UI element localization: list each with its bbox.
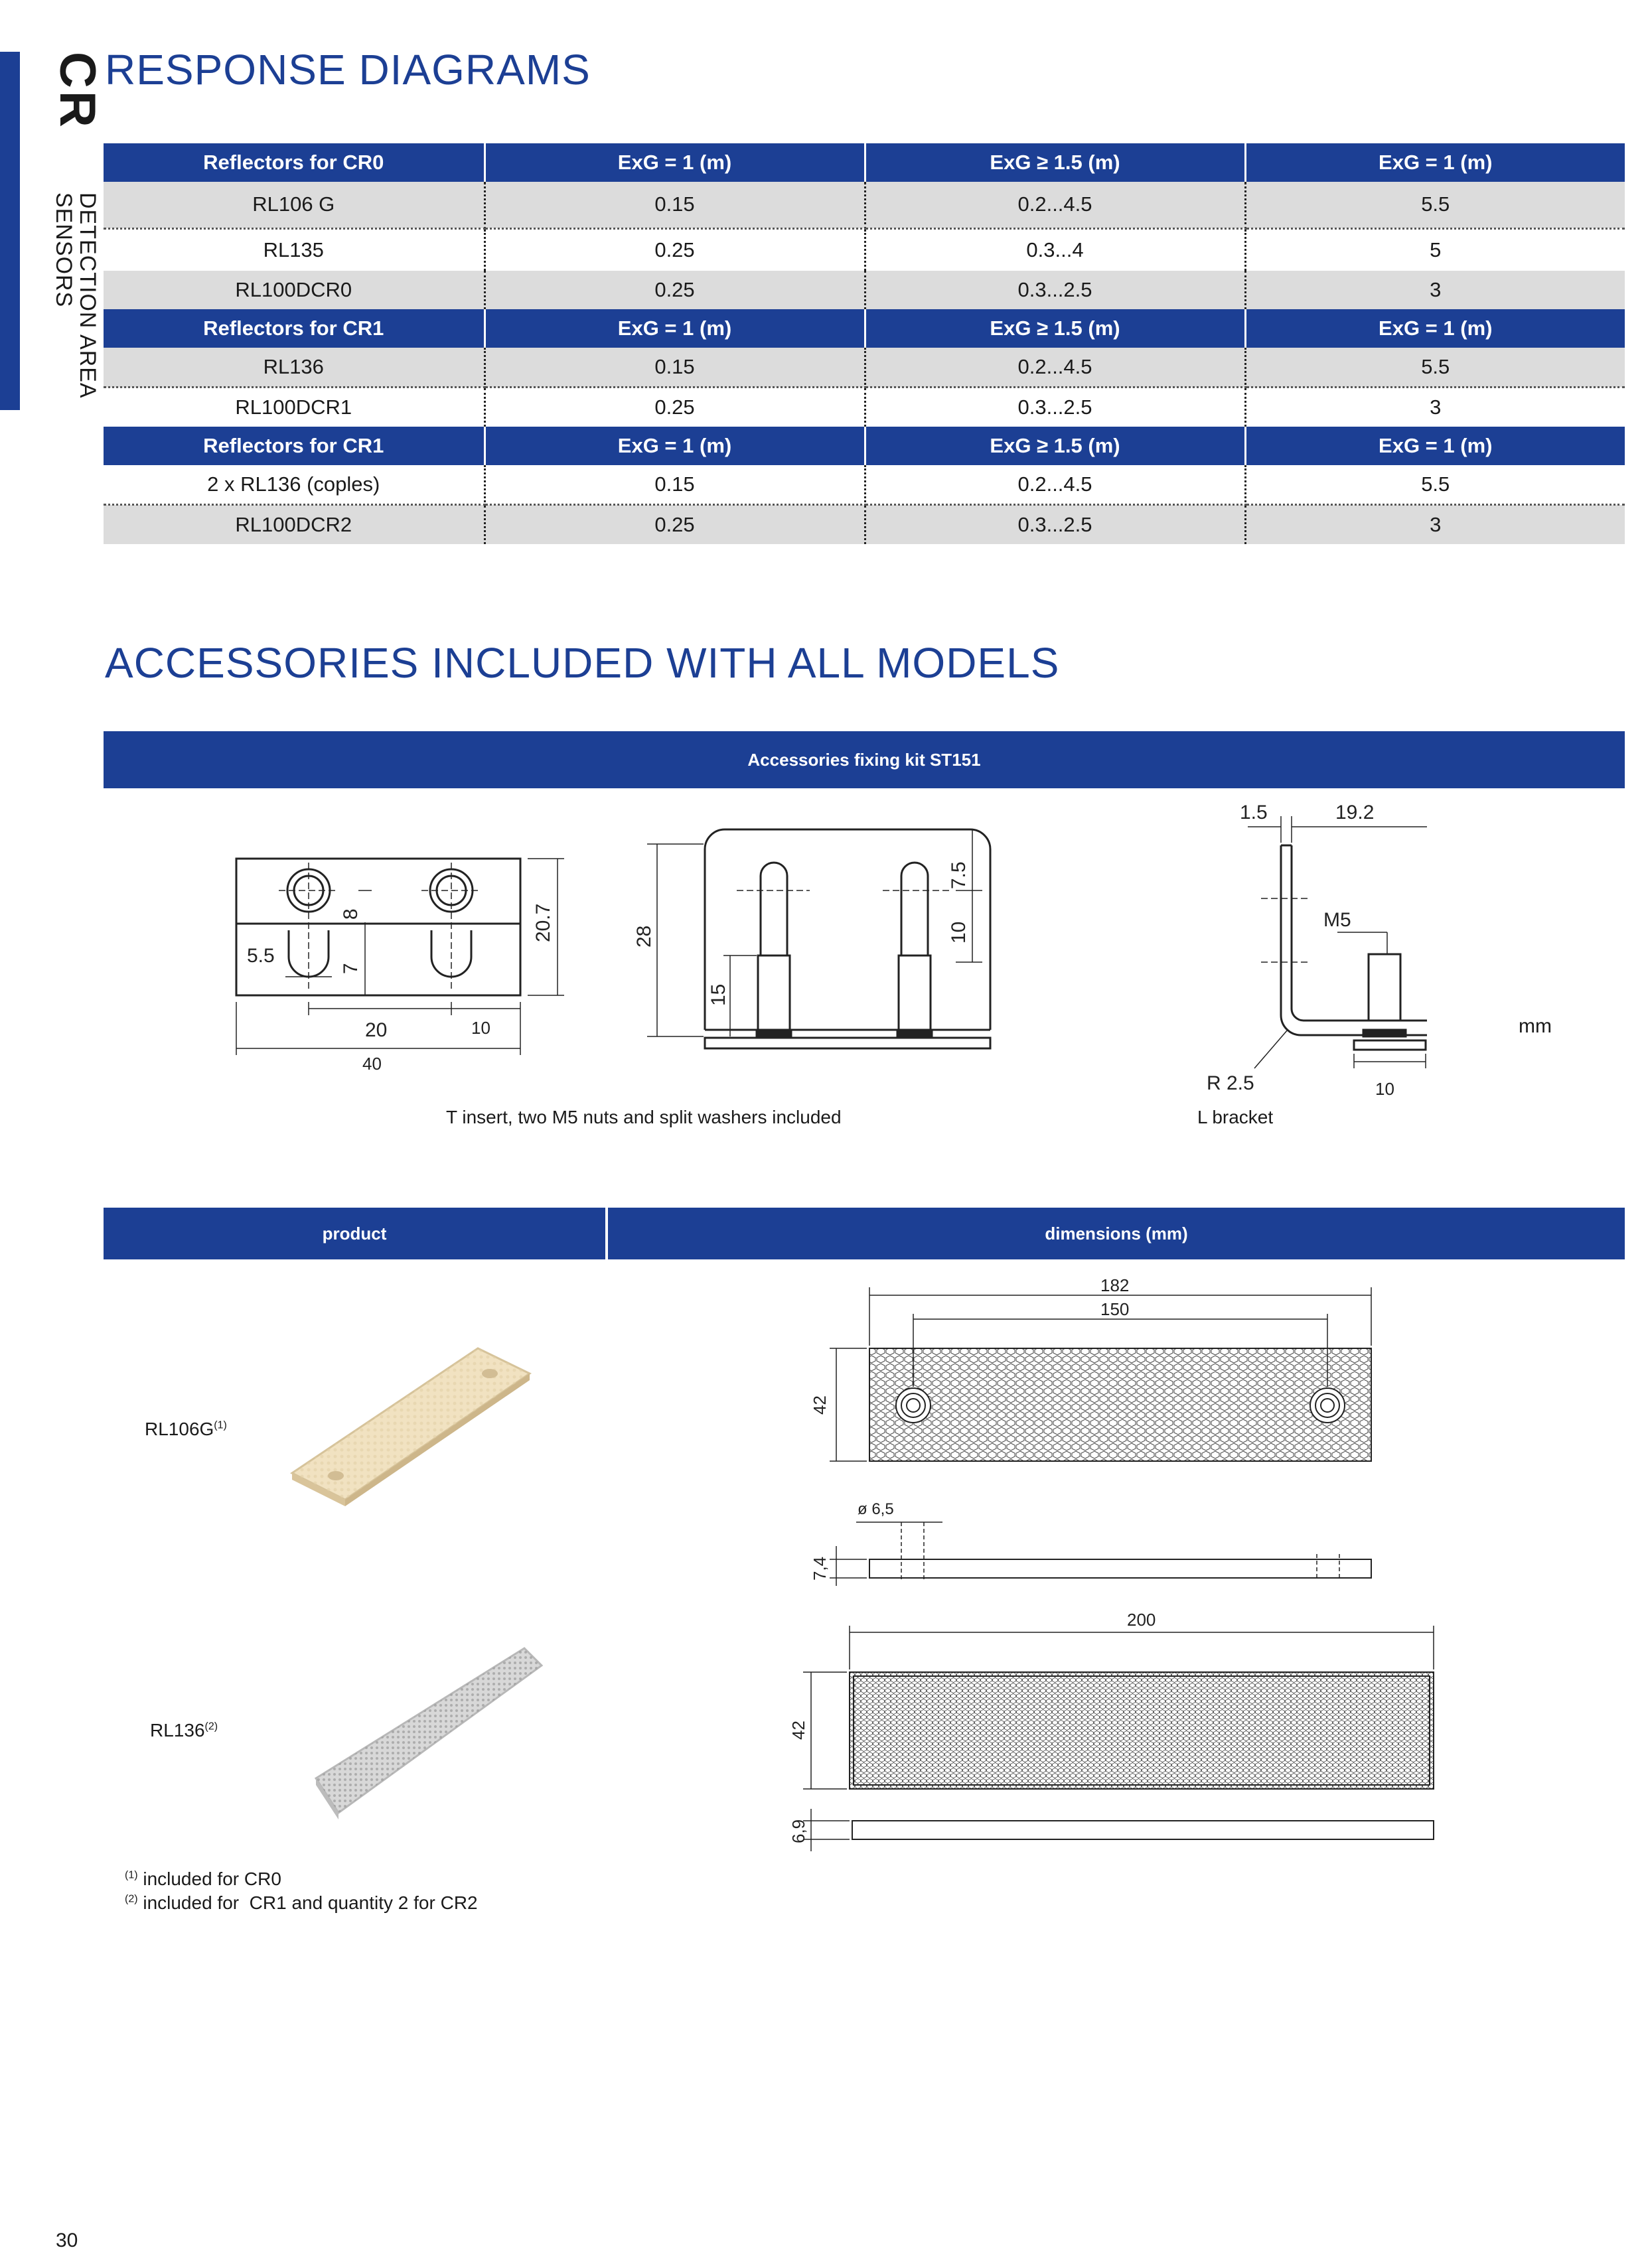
table-row	[104, 228, 1625, 271]
footnote-2	[125, 1892, 478, 1914]
unit-label: mm	[1519, 1015, 1552, 1037]
header-cell: ExG = 1 (m)	[1245, 143, 1625, 182]
rl106g-label: RL106G	[145, 1419, 214, 1439]
dim-7: 7	[340, 963, 362, 974]
dim-28: 28	[633, 925, 655, 948]
header-cell: Reflectors for CR1	[104, 309, 485, 348]
dim-8: 8	[340, 908, 362, 920]
header-cell: ExG ≥ 1.5 (m)	[865, 427, 1245, 465]
rl136-dimension-drawing	[783, 1593, 1447, 1858]
dim-10: 10	[471, 1018, 490, 1038]
table-cell: 0.15	[485, 182, 865, 228]
table-header-row	[104, 143, 1625, 182]
table-cell: RL136	[104, 348, 485, 388]
dim-15: 15	[708, 983, 729, 1006]
header-cell: ExG = 1 (m)	[1245, 309, 1625, 348]
dim-1-5: 1.5	[1240, 802, 1268, 823]
table-cell: 3	[1245, 505, 1625, 545]
rl136-footnote-ref: (2)	[204, 1721, 218, 1733]
table-cell: 0.15	[485, 348, 865, 388]
header-cell: ExG = 1 (m)	[485, 427, 865, 465]
table-cell: 0.2...4.5	[865, 348, 1245, 388]
dim-42-rl106: 42	[810, 1395, 830, 1415]
footnote-1-text: included for CR0	[143, 1869, 281, 1889]
footnote-1-marker: (1)	[125, 1869, 138, 1881]
table-cell: 0.25	[485, 228, 865, 271]
table-cell: 5.5	[1245, 348, 1625, 388]
table-header-row	[104, 309, 1625, 348]
table-cell: 3	[1245, 388, 1625, 427]
product-column-header: product	[104, 1208, 605, 1259]
table-cell: 0.15	[485, 465, 865, 505]
rl106g-dimension-drawing	[783, 1267, 1447, 1586]
dim-20-7: 20.7	[532, 903, 554, 942]
table-cell: 5.5	[1245, 182, 1625, 228]
rl136-label: RL136	[150, 1720, 205, 1740]
header-cell: ExG ≥ 1.5 (m)	[865, 309, 1245, 348]
section-label	[52, 192, 100, 399]
dim-19-2: 19.2	[1335, 802, 1375, 823]
header-cell: ExG ≥ 1.5 (m)	[865, 143, 1245, 182]
dim-6-9: 6,9	[788, 1819, 808, 1843]
table-cell: 0.25	[485, 271, 865, 309]
table-row	[104, 348, 1625, 388]
table-cell: 0.2...4.5	[865, 465, 1245, 505]
dim-42-rl136: 42	[788, 1721, 808, 1740]
table-cell: 3	[1245, 271, 1625, 309]
table-row	[104, 505, 1625, 545]
table-row	[104, 182, 1625, 228]
table-cell: RL106 G	[104, 182, 485, 228]
rl106g-footnote-ref: (1)	[214, 1419, 227, 1431]
table-cell: 0.3...2.5	[865, 271, 1245, 309]
product-name-rl106g	[145, 1419, 227, 1440]
t-insert-outline	[236, 859, 520, 995]
header-cell: ExG = 1 (m)	[485, 143, 865, 182]
table-cell: RL135	[104, 228, 485, 271]
dim-m5: M5	[1323, 909, 1351, 931]
l-bracket-outline	[1281, 845, 1427, 1035]
dim-5-5: 5.5	[247, 945, 275, 967]
dimensions-column-header: dimensions (mm)	[608, 1208, 1625, 1259]
table-cell: 0.3...2.5	[865, 388, 1245, 427]
response-diagrams-heading: RESPONSE DIAGRAMS	[105, 46, 591, 94]
table-cell: RL100DCR2	[104, 505, 485, 545]
table-cell: 0.2...4.5	[865, 182, 1245, 228]
brand-logo: CR	[49, 52, 106, 130]
dim-7-5: 7.5	[948, 861, 970, 889]
table-row	[104, 271, 1625, 309]
table-cell: 5	[1245, 228, 1625, 271]
dim-hole-diameter: ø 6,5	[858, 1500, 894, 1518]
page-number: 30	[56, 2230, 78, 2251]
accessories-heading: ACCESSORIES INCLUDED WITH ALL MODELS	[105, 639, 1060, 687]
dim-200: 200	[1127, 1610, 1156, 1630]
fixing-kit-drawings	[0, 790, 1646, 1148]
header-cell: Reflectors for CR0	[104, 143, 485, 182]
dim-10-l: 10	[1375, 1079, 1394, 1099]
section-label-line2: SENSORS	[51, 192, 76, 308]
table-cell: 5.5	[1245, 465, 1625, 505]
table-cell: RL100DCR0	[104, 271, 485, 309]
header-cell: ExG = 1 (m)	[485, 309, 865, 348]
dim-150: 150	[1100, 1299, 1130, 1319]
dim-7-4: 7,4	[810, 1556, 830, 1581]
table-row	[104, 465, 1625, 505]
dim-r2-5: R 2.5	[1207, 1072, 1254, 1094]
table-cell: 0.25	[485, 505, 865, 545]
product-name-rl136	[150, 1720, 218, 1741]
table-cell: 0.25	[485, 388, 865, 427]
dim-182: 182	[1100, 1275, 1130, 1295]
table-cell: 0.3...4	[865, 228, 1245, 271]
table-cell: RL100DCR1	[104, 388, 485, 427]
header-cell: ExG = 1 (m)	[1245, 427, 1625, 465]
l-bracket-caption: L bracket	[1197, 1107, 1274, 1127]
dim-40: 40	[362, 1054, 382, 1074]
kit-header-bar: Accessories fixing kit ST151	[104, 731, 1625, 788]
t-insert-caption: T insert, two M5 nuts and split washers included	[446, 1107, 842, 1127]
footnote-2-text: included for CR1 and quantity 2 for CR2	[143, 1892, 478, 1913]
dim-20: 20	[365, 1019, 388, 1041]
rl136-photo	[305, 1639, 551, 1831]
table-row	[104, 388, 1625, 427]
header-cell: Reflectors for CR1	[104, 427, 485, 465]
table-header-row	[104, 427, 1625, 465]
response-table	[104, 143, 1625, 544]
section-label-line1: DETECTION AREA	[75, 192, 100, 399]
footnote-1	[125, 1869, 281, 1890]
rl106g-photo	[279, 1340, 544, 1513]
table-cell: 0.3...2.5	[865, 505, 1245, 545]
table-cell: 2 x RL136 (coples)	[104, 465, 485, 505]
dim-10-front: 10	[948, 921, 970, 944]
footnote-2-marker: (2)	[125, 1893, 138, 1905]
